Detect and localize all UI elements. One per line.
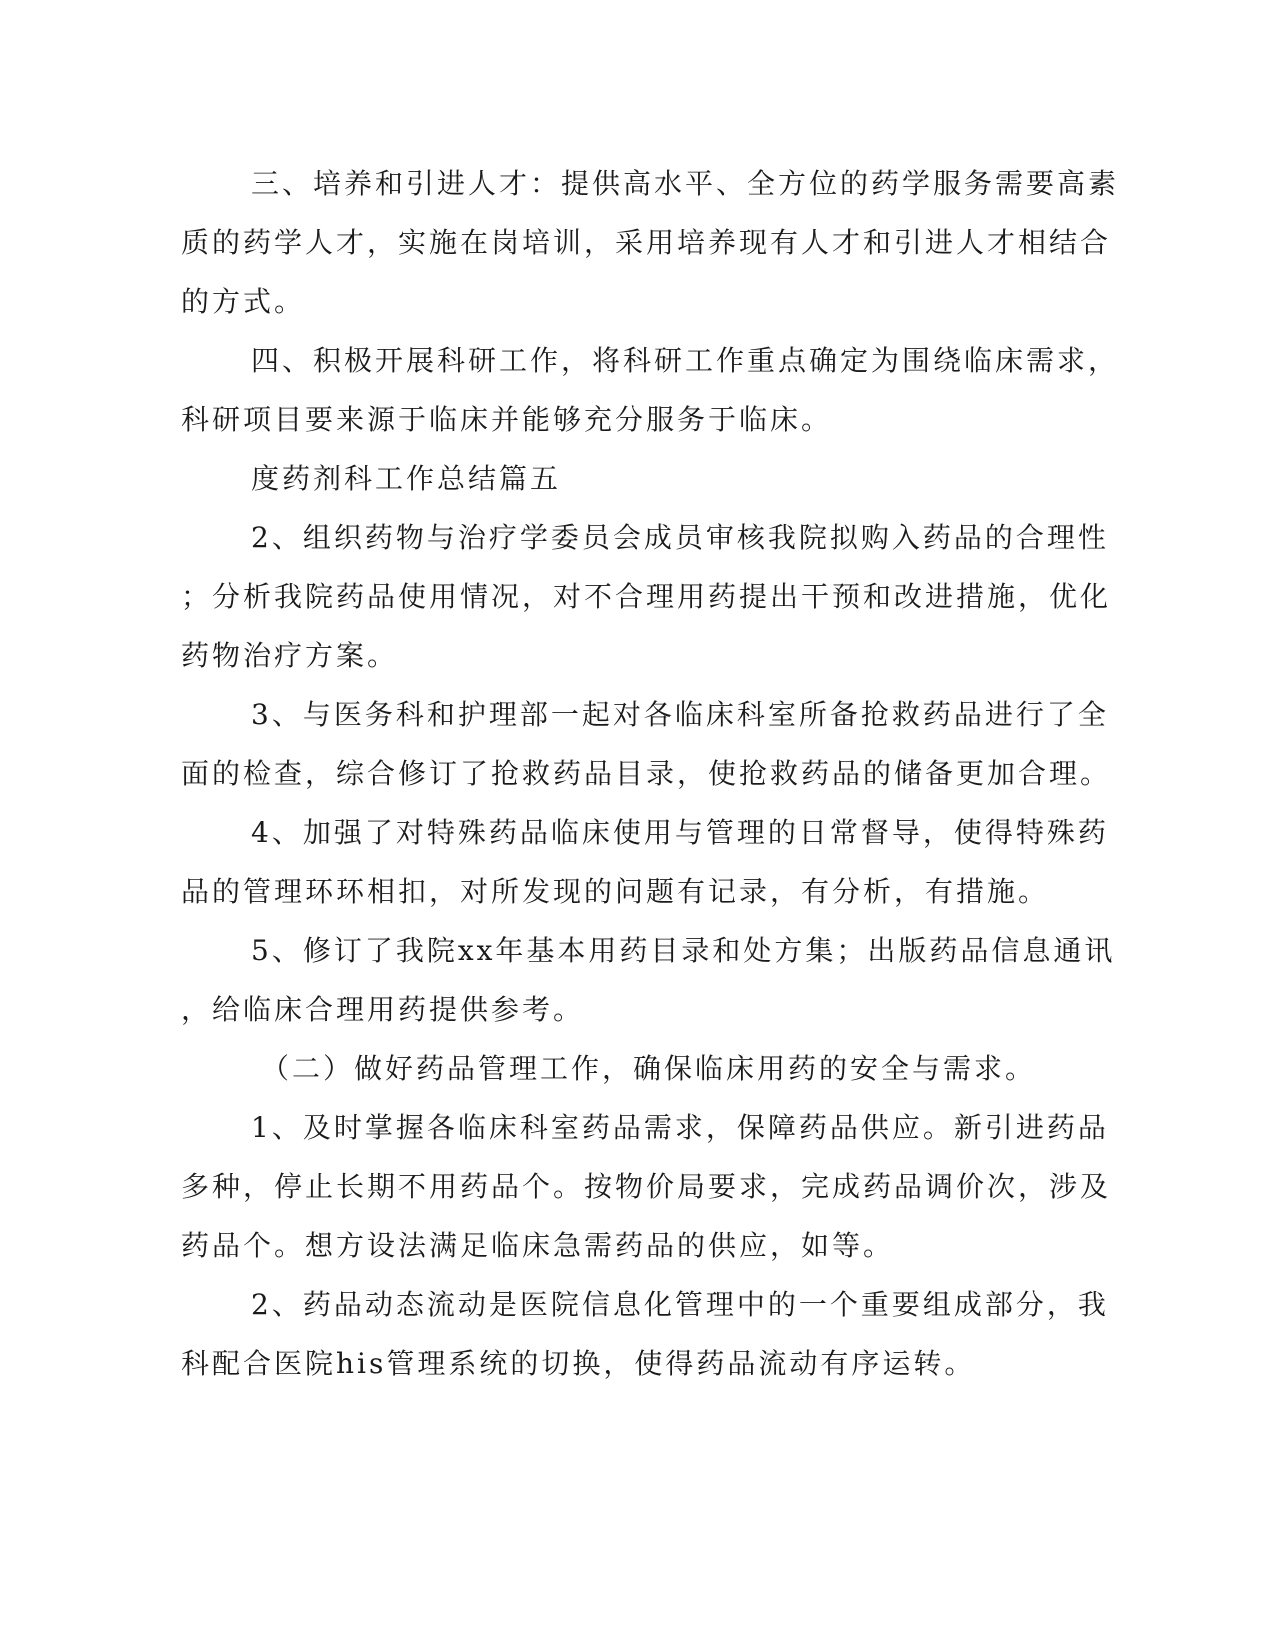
text-line: 4、加强了对特殊药品临床使用与管理的日常督导，使得特殊药 xyxy=(251,816,1109,849)
text-line: 四、积极开展科研工作，将科研工作重点确定为围绕临床需求， xyxy=(251,344,1120,377)
text-line: 的方式。 xyxy=(181,285,306,318)
text-line: 2、组织药物与治疗学委员会成员审核我院拟购入药品的合理性 xyxy=(251,521,1109,554)
text-line: 面的检查，综合修订了抢救药品目录，使抢救药品的储备更加合理。 xyxy=(181,757,1112,790)
text-line: 多种，停止长期不用药品个。按物价局要求，完成药品调价次，涉及 xyxy=(181,1170,1112,1203)
text-line: 1、及时掌握各临床科室药品需求，保障药品供应。新引进药品 xyxy=(251,1111,1109,1144)
text-line: ；分析我院药品使用情况，对不合理用药提出干预和改进措施，优化 xyxy=(181,580,1112,613)
text-line: 三、培养和引进人才：提供高水平、全方位的药学服务需要高素 xyxy=(251,167,1120,200)
text-line: 科配合医院his管理系统的切换，使得药品流动有序运转。 xyxy=(181,1347,976,1380)
document-body xyxy=(181,154,1120,1393)
text-line: 药品个。想方设法满足临床急需药品的供应，如等。 xyxy=(181,1229,895,1262)
text-line: 2、药品动态流动是医院信息化管理中的一个重要组成部分，我 xyxy=(251,1288,1109,1321)
subsection-heading: （二）做好药品管理工作，确保临床用药的安全与需求。 xyxy=(261,1052,1037,1085)
text-line: 药物治疗方案。 xyxy=(181,639,399,672)
text-line: 3、与医务科和护理部一起对各临床科室所备抢救药品进行了全 xyxy=(251,698,1109,731)
text-line: 品的管理环环相扣，对所发现的问题有记录，有分析，有措施。 xyxy=(181,875,1050,908)
text-line: 质的药学人才，实施在岗培训，采用培养现有人才和引进人才相结合 xyxy=(181,226,1112,259)
text-line: 科研项目要来源于临床并能够充分服务于临床。 xyxy=(181,403,833,436)
section-heading: 度药剂科工作总结篇五 xyxy=(251,462,562,495)
text-line: ，给临床合理用药提供参考。 xyxy=(181,993,585,1026)
text-line: 5、修订了我院xx年基本用药目录和处方集；出版药品信息通讯 xyxy=(251,934,1116,967)
